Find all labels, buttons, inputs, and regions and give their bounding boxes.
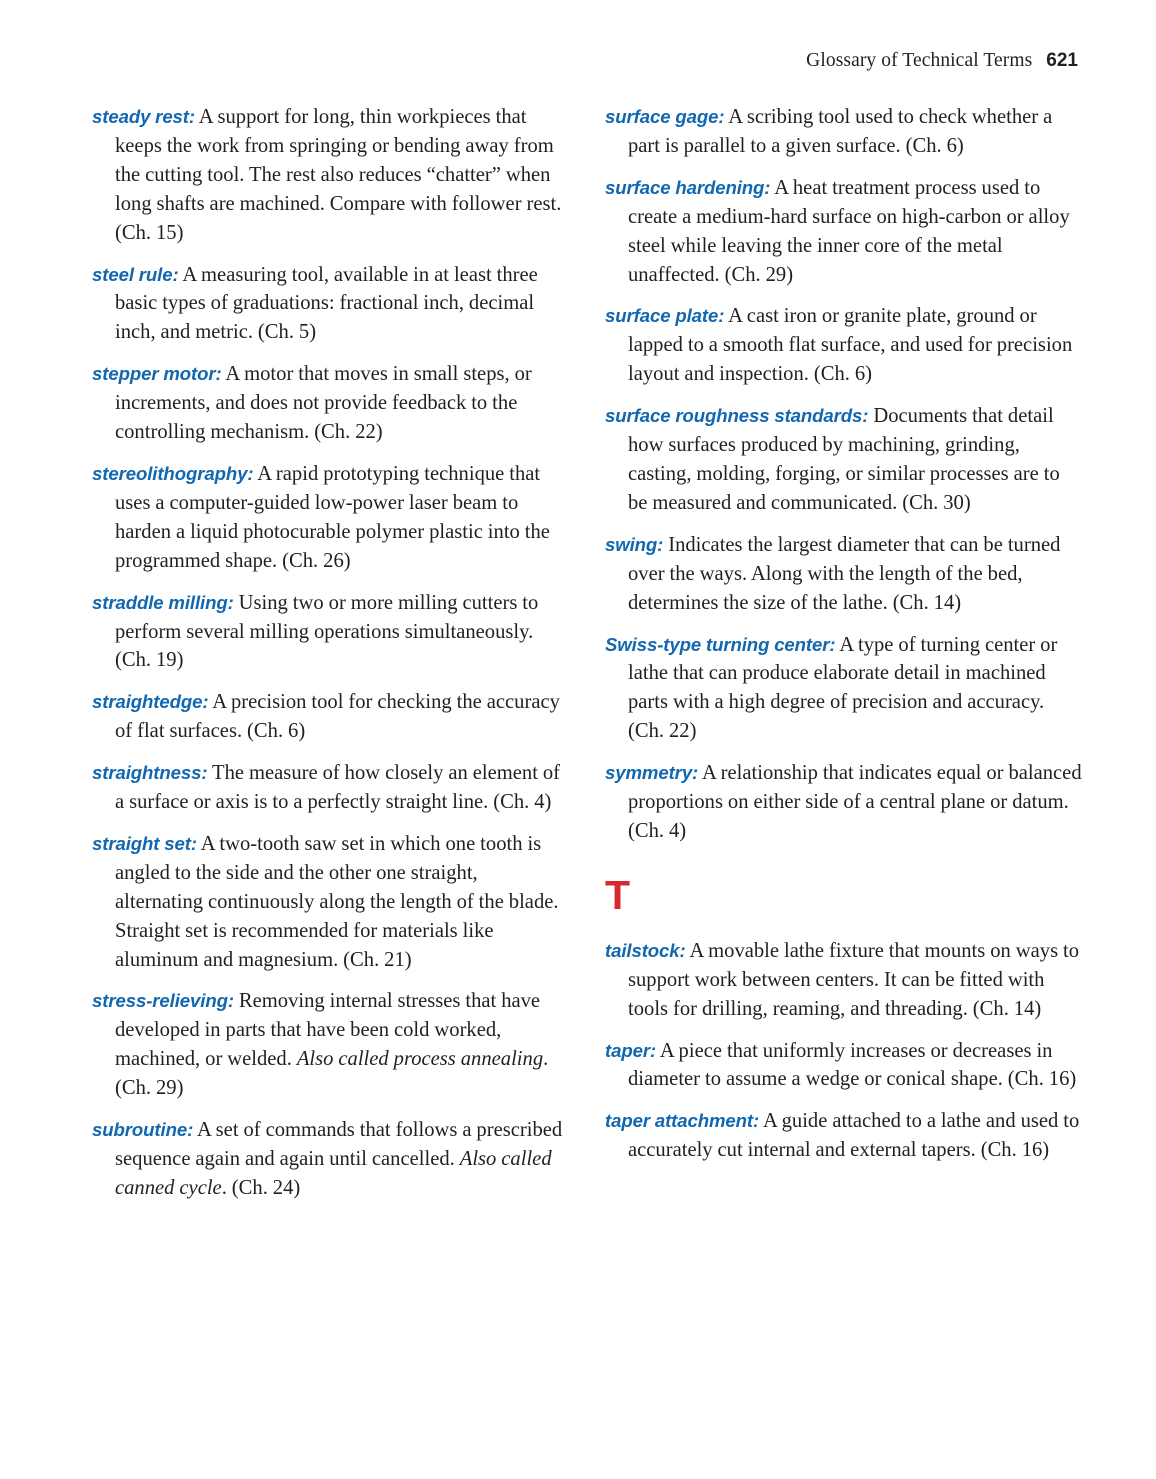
glossary-entry [605,103,1083,161]
glossary-entry [92,103,570,248]
glossary-term: tailstock: [605,939,686,961]
right-column [605,103,1083,1203]
glossary-term: swing: [605,533,664,555]
glossary-term: taper attachment: [605,1110,760,1132]
glossary-definition: A type of turning center or lathe that can produce elaborate detail in machined parts with a high degree of precision and accuracy. (Ch. 22) [628,633,1058,743]
glossary-definition: A set of commands that follows a prescribed sequence again and again until cancelled. [115,1119,563,1170]
glossary-definition: A measuring tool, available in at least three basic types of graduations: fractional inch, decimal inch, and metric. (Ch. 5) [115,263,538,344]
glossary-entry [605,402,1083,518]
glossary-term: subroutine: [92,1119,194,1141]
glossary-term: stress-relieving: [92,990,234,1012]
glossary-term: straightness: [92,762,208,784]
glossary-entry [605,759,1083,846]
glossary-definition: A heat treatment process used to create a medium-hard surface on high-carbon or alloy steel while leaving the inner core of the metal unaffected. (Ch. 29) [628,176,1070,286]
glossary-definition: A cast iron or granite plate, ground or lapped to a smooth flat surface, and used for precision layout and inspection. (Ch. 6) [628,305,1073,386]
glossary-definition: A relationship that indicates equal or balanced proportions on either side of a central plane or datum. (Ch. 4) [628,762,1082,842]
glossary-definition: A motor that moves in small steps, or increments, and does not provide feedback to the controlling mechanism. (Ch. 22) [115,363,532,444]
glossary-definition: Removing internal stresses that have developed in parts that have been cold worked, machined, or welded. [115,990,541,1071]
glossary-term: straightedge: [92,691,209,713]
glossary-term: straddle milling: [92,591,234,613]
glossary-definition: A support for long, thin workpieces that keeps the work from springing or bending away from the cutting tool. The rest also reduces “chatter” when long shafts are machined. Compare with follower rest. (Ch. 15) [115,106,562,244]
glossary-entry [605,174,1083,290]
glossary-term: surface plate: [605,305,725,327]
glossary-term: steady rest: [92,106,195,127]
two-column-body [92,103,1084,1203]
section-letter-heading: T [605,871,631,918]
glossary-definition: Indicates the largest diameter that can be turned over the ways. Along with the length of the bed, determines the size of the lathe. (Ch. 14) [628,533,1061,614]
glossary-definition: A two-tooth saw set in which one tooth is angled to the side and the other one straight, alternating continuously along the length of the blade. Straight set is recommended for materials like aluminum and magnesium. (Ch. 21) [115,832,559,971]
glossary-entry [92,1116,570,1203]
also-called-phrase: Also called process annealing [296,1048,544,1071]
glossary-term: steel rule: [92,263,179,285]
also-called-phrase: Also called canned cycle [115,1148,552,1199]
glossary-definition: A precision tool for checking the accuracy of flat surfaces. (Ch. 6) [115,691,560,743]
glossary-entry [92,830,570,975]
glossary-entry [92,261,570,348]
glossary-entry [605,937,1083,1024]
glossary-term: stereolithography: [92,462,254,484]
glossary-definition-tail: . (Ch. 24) [221,1176,301,1199]
left-column [92,103,570,1203]
glossary-entry [92,589,570,676]
glossary-entry [92,759,570,817]
header-title: Glossary of Technical Terms [806,50,1033,71]
glossary-term: surface gage: [605,106,725,127]
glossary-entry [605,1037,1083,1095]
glossary-entry [605,631,1083,747]
glossary-entry [605,531,1083,618]
glossary-term: symmetry: [605,762,699,784]
glossary-definition-tail: . (Ch. 29) [115,1048,549,1100]
glossary-term: surface hardening: [605,176,771,198]
glossary-entry [605,1107,1083,1165]
running-header [806,50,1078,72]
glossary-definition: The measure of how closely an element of a surface or axis is to a perfectly straight line. (Ch. 4) [115,762,561,814]
glossary-term: taper: [605,1039,657,1061]
glossary-definition: A rapid prototyping technique that uses a computer-guided low-power laser beam to harden a liquid photocurable polymer plastic into the programmed shape. (Ch. 26) [115,462,550,572]
glossary-definition: A scribing tool used to check whether a part is parallel to a given surface. (Ch. 6) [628,106,1053,157]
glossary-entry [92,987,570,1103]
glossary-term: surface roughness standards: [605,405,869,427]
glossary-definition: A piece that uniformly increases or decreases in diameter to assume a wedge or conical shape. (Ch. 16) [628,1039,1077,1091]
glossary-term: Swiss-type turning center: [605,633,836,655]
glossary-entry [92,360,570,447]
glossary-entry [605,302,1083,389]
page-number: 621 [1046,50,1078,71]
glossary-term: stepper motor: [92,363,222,385]
glossary-definition: A guide attached to a lathe and used to accurately cut internal and external tapers. (Ch. 16) [628,1110,1080,1162]
glossary-term: straight set: [92,832,197,854]
glossary-entry [92,688,570,746]
glossary-entry [92,460,570,576]
glossary-definition: A movable lathe fixture that mounts on ways to support work between centers. It can be fitted with tools for drilling, reaming, and threading. (Ch. 14) [628,939,1080,1020]
glossary-definition: Using two or more milling cutters to perform several milling operations simultaneously. (Ch. 19) [115,591,539,672]
glossary-definition: Documents that detail how surfaces produced by machining, grinding, casting, molding, forging, or similar processes are to be measured and communicated. (Ch. 30) [628,405,1060,514]
